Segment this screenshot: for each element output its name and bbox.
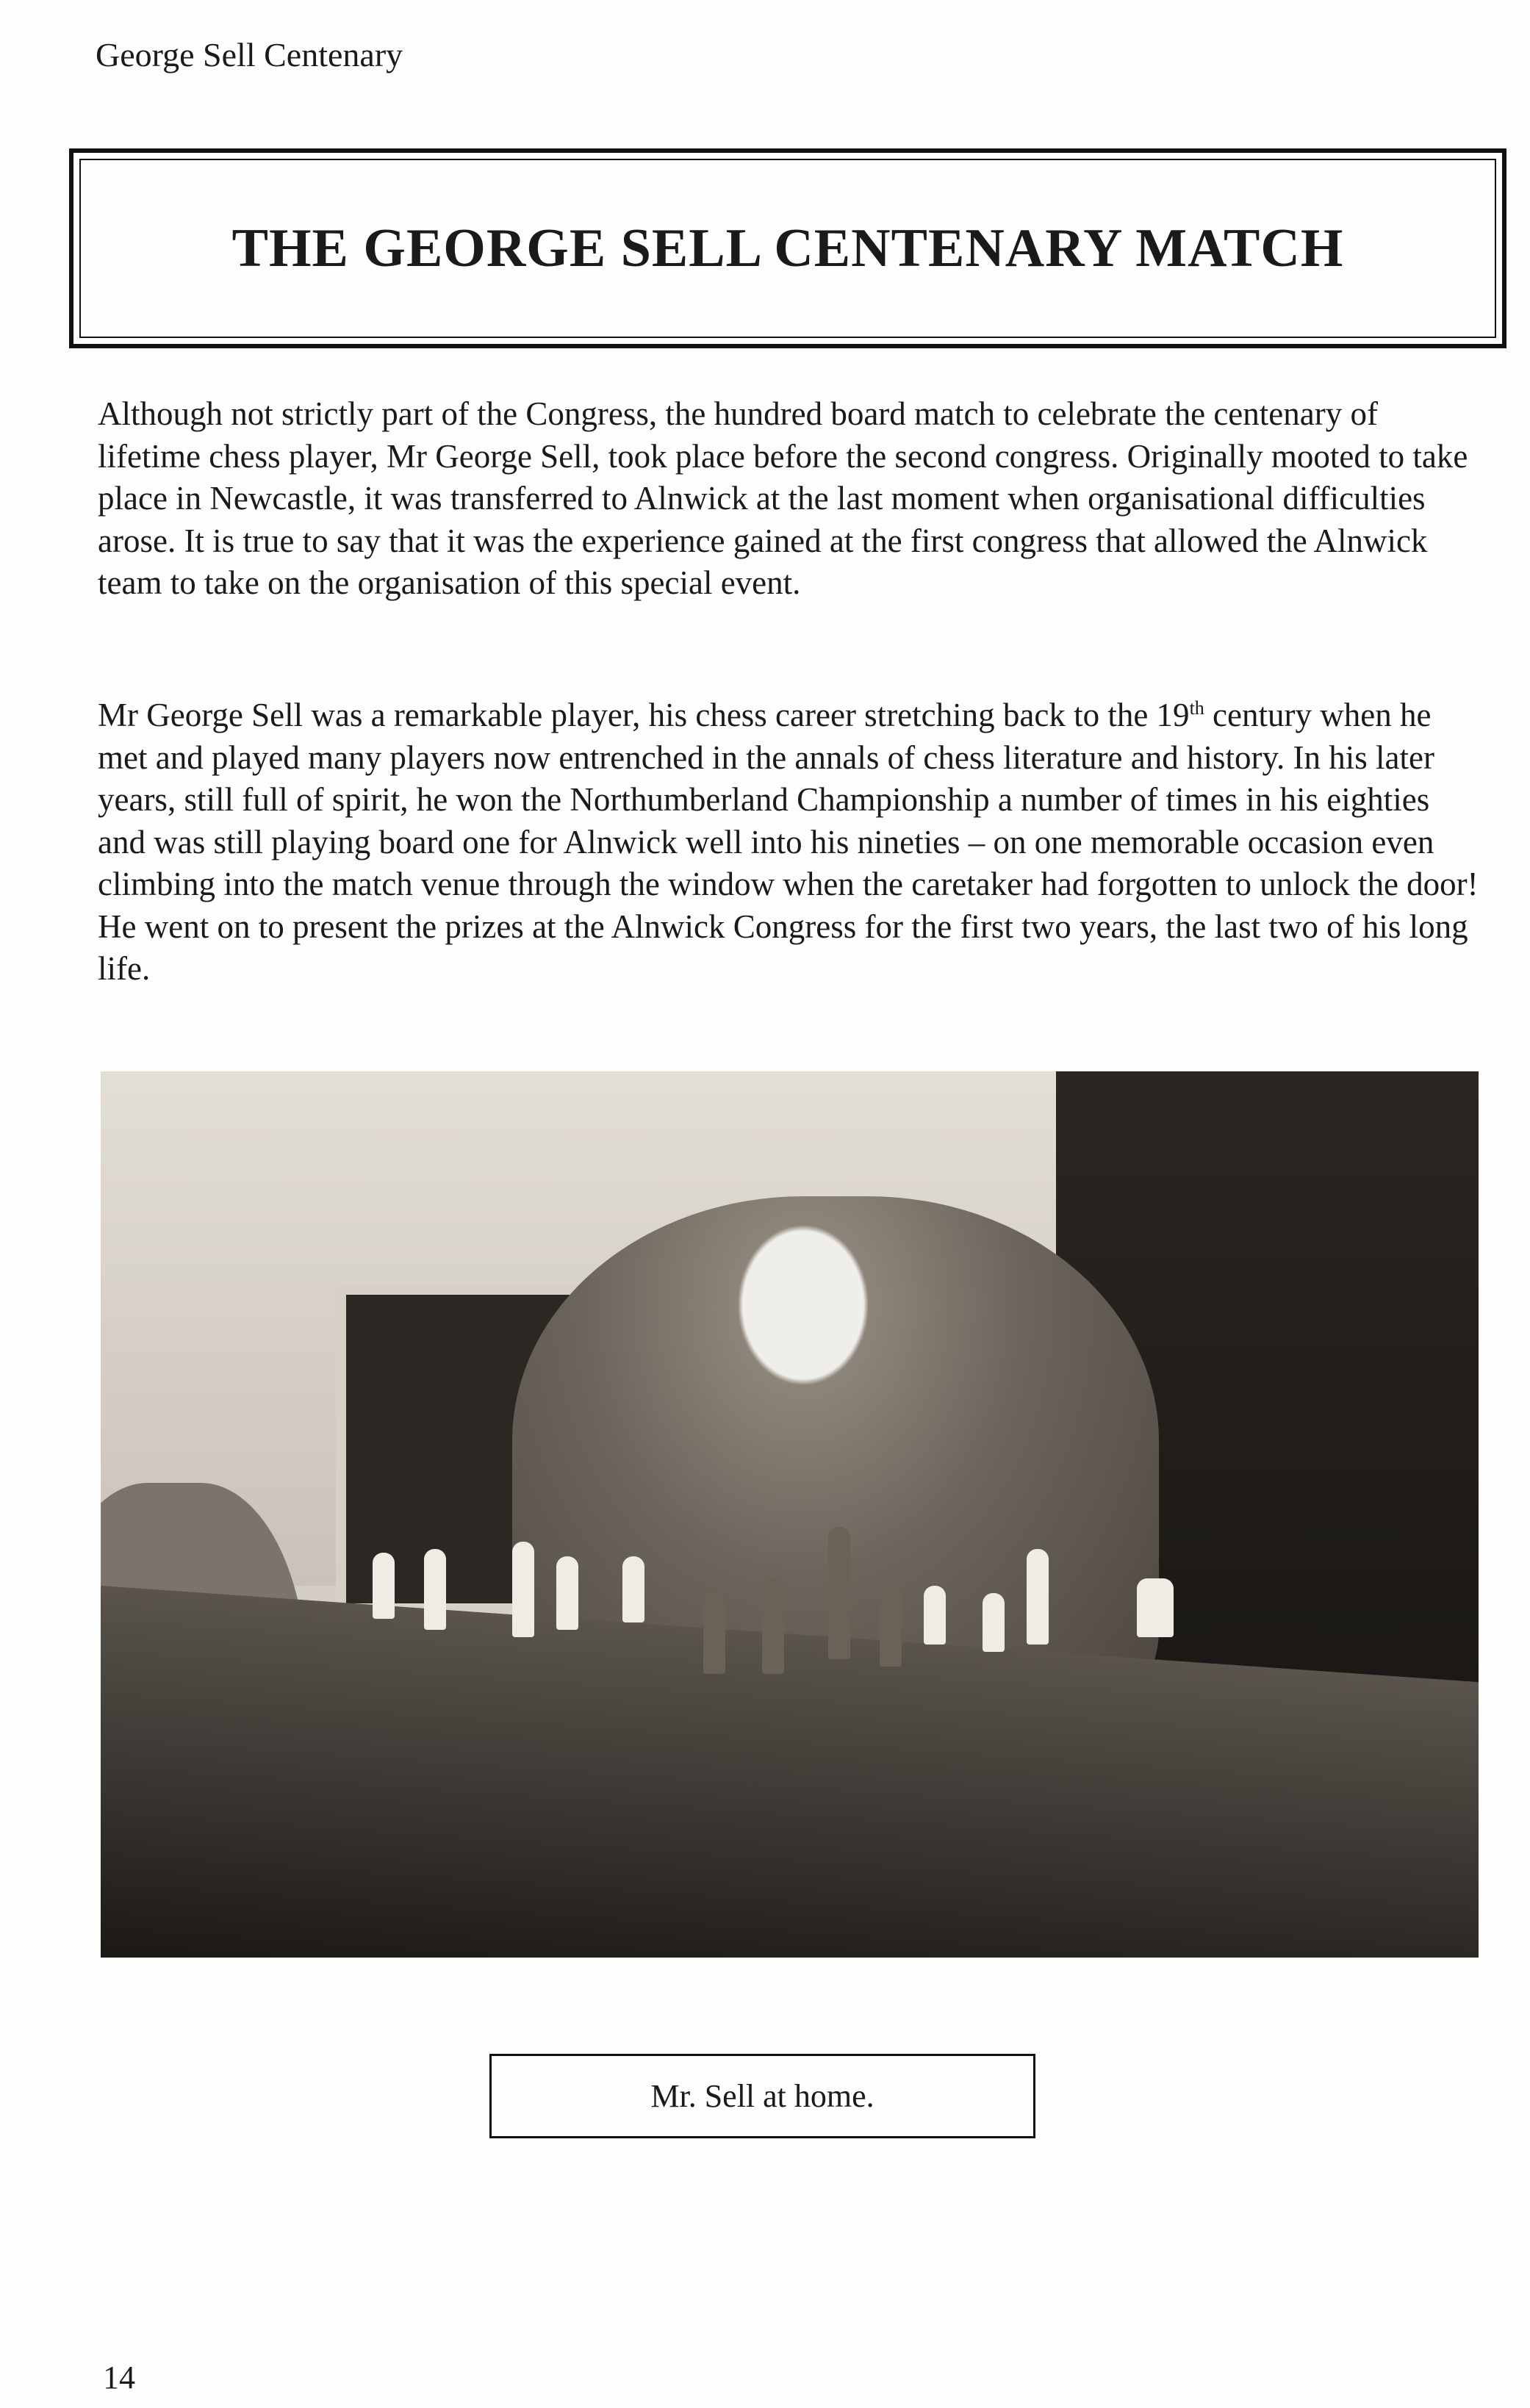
chess-piece xyxy=(424,1549,446,1630)
chess-piece xyxy=(373,1553,395,1619)
paragraph-george-sell xyxy=(98,694,1479,991)
chess-piece xyxy=(924,1586,946,1645)
superscript: th xyxy=(1189,697,1204,719)
chess-piece xyxy=(762,1578,784,1674)
page-title: THE GEORGE SELL CENTENARY MATCH xyxy=(231,218,1344,278)
title-box xyxy=(69,148,1506,348)
chess-piece xyxy=(512,1542,534,1637)
chess-piece xyxy=(880,1586,902,1667)
photo-caption: Mr. Sell at home. xyxy=(489,2054,1035,2138)
title-box-inner-border xyxy=(79,159,1496,338)
paragraph-text: century when he met and played many players now entrenched in the annals of chess literature and history. In his later years, still full of spirit, he won the Northumberland Championship a number of times in his eighties and was still playing board one for Alnwick well into his nineties – on one memorable occasion even climbing into the match venue through the window when the caretaker had forgotten to unlock the door! He went on to present the prizes at the Alnwick Congress for the first two years, the last two of his long life. xyxy=(98,697,1479,987)
chess-piece xyxy=(983,1593,1005,1652)
chess-piece xyxy=(703,1593,725,1674)
photo-mr-sell-playing-chess xyxy=(101,1071,1479,1958)
page-number: 14 xyxy=(103,2360,135,2396)
paragraph-text: Mr George Sell was a remarkable player, his chess career stretching back to the 19 xyxy=(98,697,1190,733)
chess-piece xyxy=(622,1556,644,1622)
chess-piece xyxy=(556,1556,578,1630)
chess-piece xyxy=(1027,1549,1049,1645)
chess-piece xyxy=(828,1527,850,1659)
chess-piece xyxy=(1137,1578,1174,1637)
running-head: George Sell Centenary xyxy=(96,36,403,73)
paragraph-intro: Although not strictly part of the Congress, the hundred board match to celebrate the centenary of lifetime chess player, Mr George Sell, took place before the second congress. Originally mooted to take place in Newcastle, it was transferred to Alnwick at the last moment when organisational difficulties arose. It is true to say that it was the experience gained at the first congress that allowed the Alnwick team to take on the organisation of this special event. xyxy=(98,395,1468,601)
